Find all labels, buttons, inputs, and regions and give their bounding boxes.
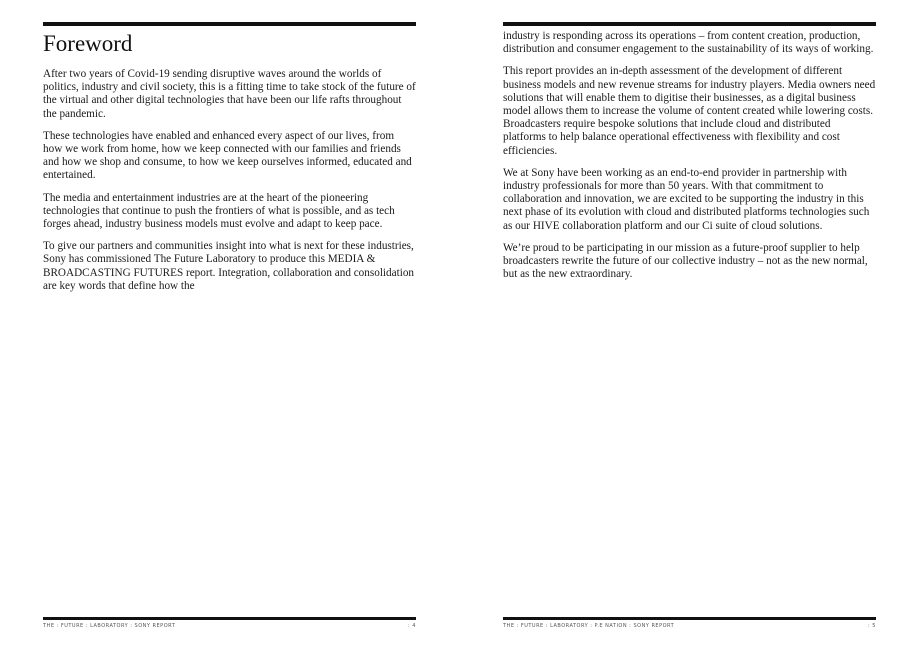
paragraph: These technologies have enabled and enhanced every aspect of our lives, from how we work from home, how we keep connected with our families and friends and how we shop and consume, to how we keep ourselves informed, educated and entertained. (43, 129, 412, 182)
paragraph: After two years of Covid-19 sending disruptive waves around the worlds of politics, industry and civil society, this is a fitting time to take stock of the future of the virtual and other digital technologies that have been our life rafts throughout the pandemic. (43, 68, 416, 120)
paragraph: To give our partners and communities insight into what is next for these industries, Sony has commissioned The Future Laboratory to produce this MEDIA & BROADCASTING FUTURES report. Integration, collaboration and consolidation are key words that define how the (43, 240, 415, 292)
paragraph: The media and entertainment industries are at the heart of the pioneering technologies that continue to push the frontiers of what is possible, and as tech forges ahead, industry business models must evolve and adapt to keep pace. (43, 191, 395, 231)
paragraph: This report provides an in-depth assessment of the development of different business models and new revenue streams for industry players. Media owners need solutions that will enable them to digitise their businesses, as a digital business model allows them to increase the volume of content created while lowering costs. Broadcasters require bespoke solutions that include cloud and distributed platforms to help balance operational effectiveness with flexibility and cost efficiencies. (503, 65, 876, 157)
paragraph: industry is responding across its operations – from content creation, production, distribution and consumer engagement to the sustainability of its ways of working. (503, 30, 874, 56)
foreword-body (43, 68, 416, 302)
paragraph: We’re proud to be participating in our mission as a future-proof supplier to help broadcasters rewrite the future of our collective industry – not as the new normal, but as the new extraordinary. (503, 241, 868, 281)
page-title: Foreword (43, 31, 133, 56)
top-rule (503, 22, 876, 26)
bottom-rule (503, 617, 876, 620)
footer-label: THE : FUTURE : LABORATORY : P.E NATION : SONY REPORT (503, 623, 675, 629)
bottom-rule (43, 617, 416, 620)
page-number: : 5 (868, 623, 876, 629)
left-page (43, 0, 416, 651)
page-number: : 4 (408, 623, 416, 629)
paragraph: We at Sony have been working as an end-to-end provider in partnership with industry professionals for more than 50 years. With that commitment to collaboration and innovation, we are excited to be supporting the industry in this next phase of its evolution with cloud and distributed platforms technologies such as our HIVE collaboration platform and our Ci suite of cloud solutions. (503, 166, 870, 232)
right-page (503, 0, 876, 651)
foreword-body-continued (503, 30, 876, 290)
top-rule (43, 22, 416, 26)
footer-label: THE : FUTURE : LABORATORY : SONY REPORT (43, 623, 176, 629)
